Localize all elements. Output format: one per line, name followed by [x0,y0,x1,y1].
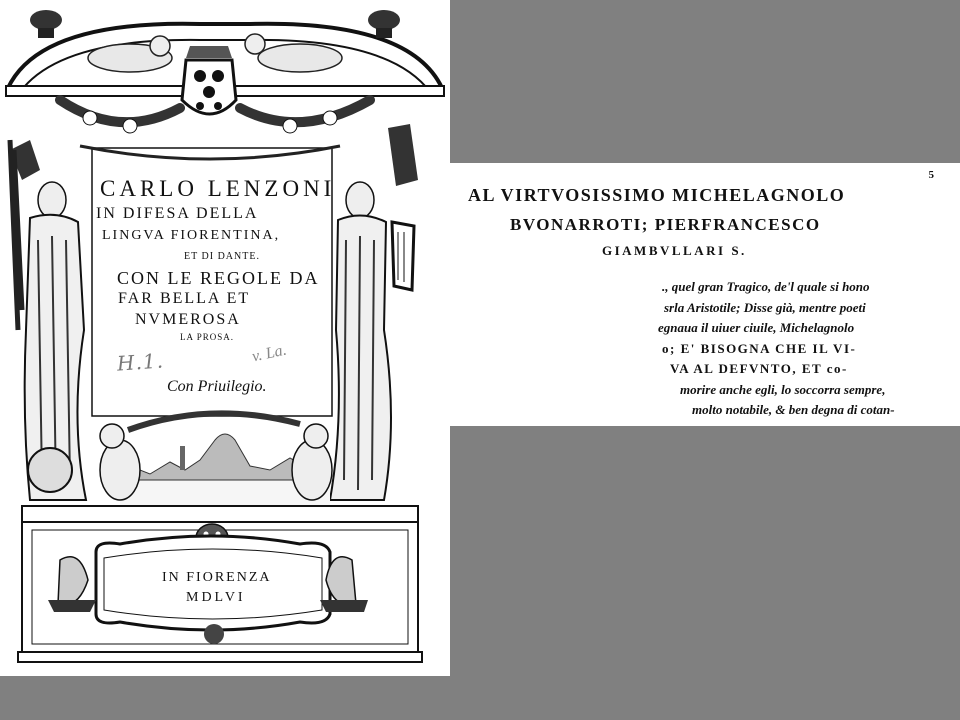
dedication-heading-line-3: GIAMBVLLARI S. [602,243,747,258]
body-line: molto notabile, & ben degna di cotan- [692,402,895,417]
dedication-heading-line-1: AL VIRTVOSISSIMO MICHELAGNOLO [468,185,846,205]
body-line: srla Aristotile; Disse già, mentre poeti [664,299,866,315]
body-line: VA AL DEFVNTO, ET co- [670,361,848,376]
left-urn-icon [30,10,62,38]
page-number: 5 [928,169,934,181]
title-line-7: NVMEROSA [135,311,241,328]
handwritten-shelfmark: H.1. [116,348,165,376]
dedication-page-excerpt [450,163,960,426]
body-line: o; E' BISOGNA CHE IL VI- [662,340,857,356]
right-urn-icon [368,10,400,38]
title-page-panel [0,0,450,676]
title-author: CARLO LENZONI [100,176,336,201]
plinth-herm-left-icon [48,557,96,612]
medici-crest-icon [182,46,236,114]
dedication-body-text [658,277,952,421]
left-caryatid-icon [10,140,86,500]
imprint-year: MDLVI [186,590,246,605]
body-line: ., quel gran Tragico, de'l quale si hono [662,279,870,294]
privilege-line: Con Priuilegio. [167,378,267,395]
title-line-6: FAR BELLA ET [118,290,251,307]
cherub-right-icon [245,34,342,72]
cherub-left-icon [88,36,172,72]
imprint-place: IN FIORENZA [162,570,272,585]
handwritten-note: v. La. [250,341,289,366]
body-line: egnaua il uiuer ciuile, Michelagnolo [658,320,855,335]
title-line-2: IN DIFESA DELLA [96,205,259,222]
title-line-3: LINGVA FIORENTINA, [102,228,281,243]
dedication-heading-line-2: BVONARROTI; PIERFRANCESCO [510,215,821,234]
title-line-4: ET DI DANTE. [184,251,260,262]
title-line-5: CON LE REGOLE DA [117,268,320,288]
body-line: morire anche egli, lo soccorra sempre, [680,381,886,397]
title-line-8: LA PROSA. [180,332,235,342]
